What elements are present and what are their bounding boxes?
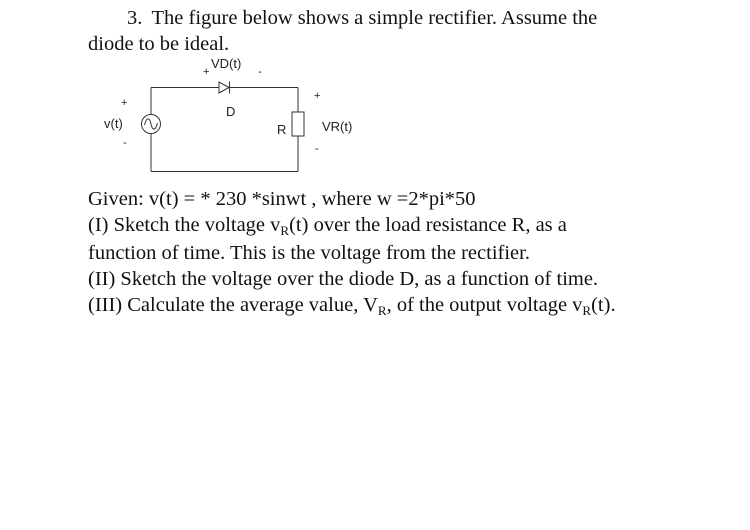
source-minus-sign: -	[123, 137, 127, 149]
source-voltage-label: v(t)	[104, 116, 123, 131]
question-part-1-text-b: (t) over the load resistance R, as a	[289, 214, 567, 236]
question-part-3-text-b: , of the output voltage v	[386, 294, 583, 316]
question-part-1-line1	[88, 212, 567, 238]
problem-intro-text: The figure below shows a simple rectifier. Assume the	[151, 7, 598, 29]
question-part-3-subscript-1: R	[377, 303, 387, 318]
source-plus-sign: +	[121, 97, 128, 109]
resistor-icon	[292, 112, 304, 136]
question-part-3-subscript-2: R	[582, 303, 592, 318]
question-part-3	[88, 292, 616, 318]
resistor-name-label: R	[277, 122, 287, 137]
question-part-1-line2: function of time. This is the voltage from the rectifier.	[88, 242, 530, 264]
question-part-3-text-c: (t).	[591, 294, 616, 316]
question-part-2: (II) Sketch the voltage over the diode D, as a function of time.	[88, 268, 599, 290]
problem-heading-line2: diode to be ideal.	[88, 33, 230, 55]
diode-minus-sign: -	[258, 66, 262, 78]
resistor-voltage-label: VR(t)	[322, 119, 353, 134]
diode-plus-sign: +	[203, 66, 210, 78]
problem-number: 3.	[127, 7, 143, 29]
resistor-minus-sign: -	[315, 143, 319, 155]
diode-name-label: D	[226, 104, 236, 119]
resistor-plus-sign: +	[314, 90, 321, 102]
question-part-3-text-a: (III) Calculate the average value, V	[88, 294, 378, 316]
diode-voltage-label: VD(t)	[211, 56, 242, 71]
question-part-1-subscript: R	[280, 223, 290, 238]
given-statement: Given: v(t) = * 230 *sinwt , where w =2*pi*50	[88, 188, 476, 210]
diode-icon	[219, 82, 230, 94]
ac-voltage-source-icon	[142, 115, 161, 134]
question-part-1-text-a: (I) Sketch the voltage v	[88, 214, 281, 236]
